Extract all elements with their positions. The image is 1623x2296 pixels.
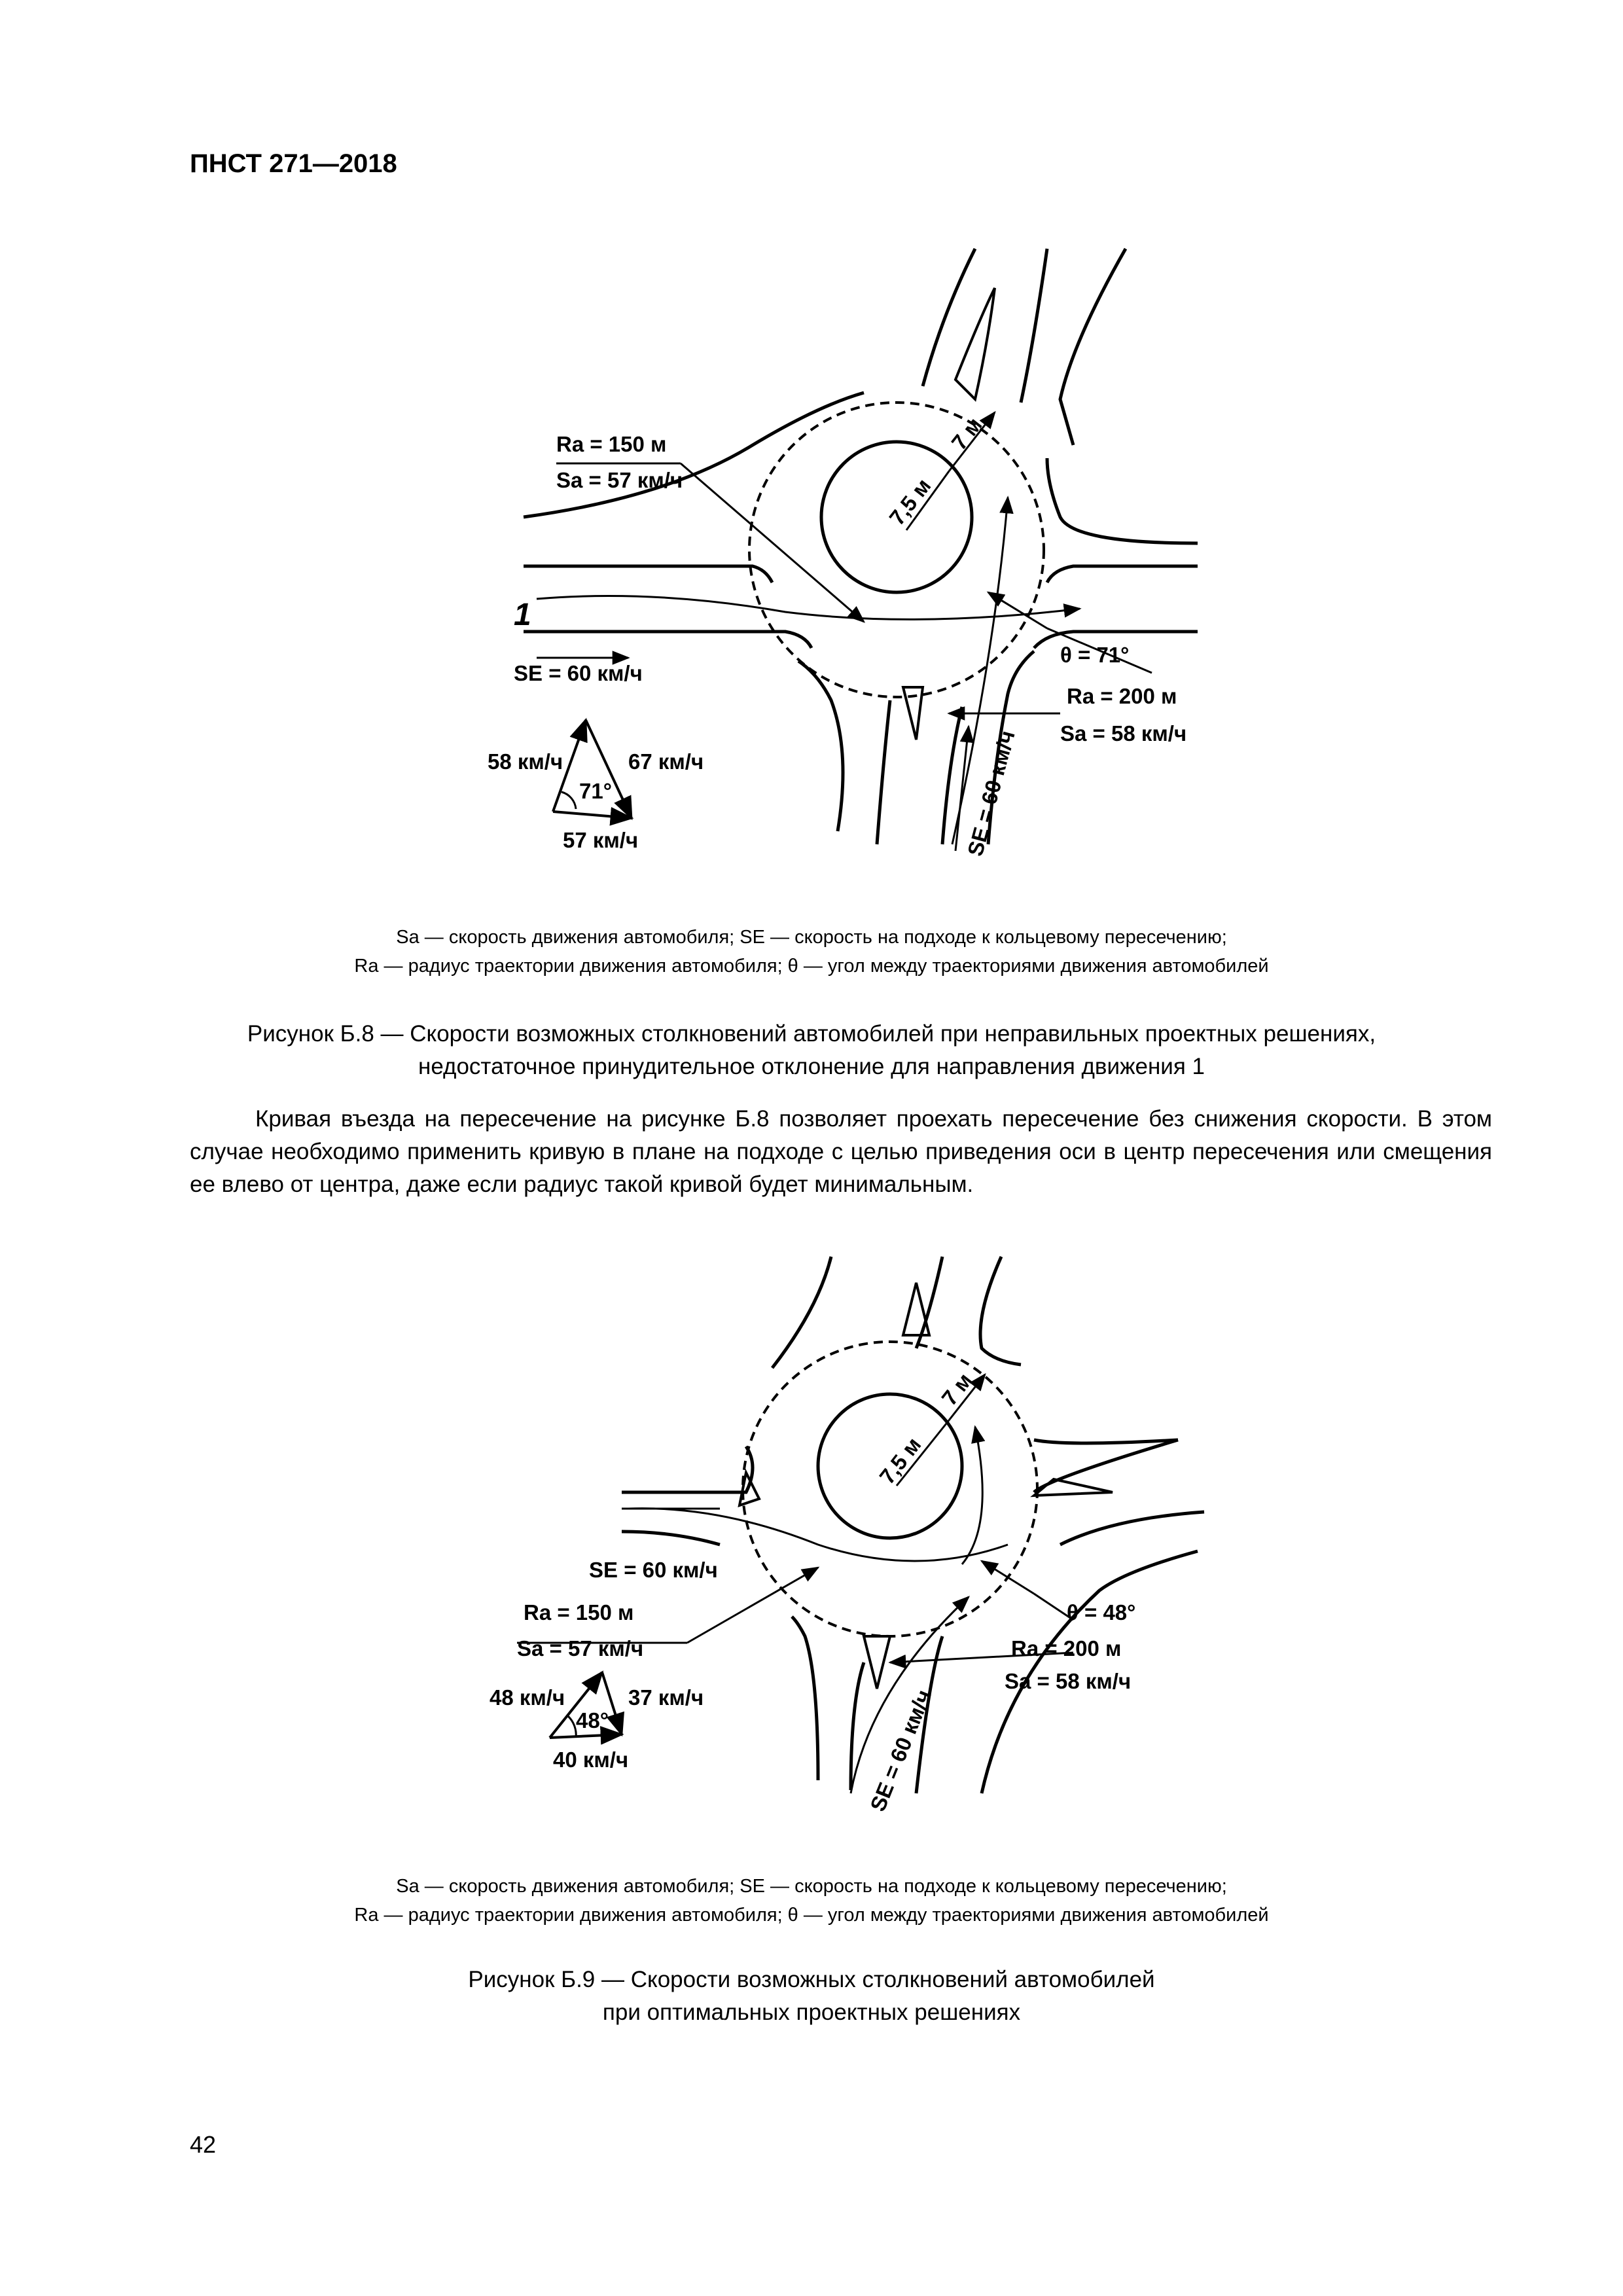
b8-legend-line1: Sa — скорость движения автомобиля; SE — скорость на подходе к кольцевому пересечению; xyxy=(396,927,1227,948)
b9-ra-left: Ra = 150 м xyxy=(524,1600,634,1624)
b8-ra-right: Ra = 200 м xyxy=(1067,684,1177,708)
b8-se-bottom: SE = 60 км/ч xyxy=(963,728,1020,859)
b9-legend-line1: Sa — скорость движения автомобиля; SE — скорость на подходе к кольцевому пересечению; xyxy=(396,1876,1227,1897)
b8-dim-7-5: 7,5 м xyxy=(884,473,936,530)
b8-theta: θ = 71° xyxy=(1060,643,1130,667)
b8-tri-right: 67 км/ч xyxy=(628,749,704,774)
b9-sa-left: Sa = 57 км/ч xyxy=(517,1636,644,1660)
b8-legend-line2: Ra — радиус траектории движения автомобиля; θ — угол между траекториями движения автомобилей xyxy=(354,956,1269,977)
b9-sa-right: Sa = 58 км/ч xyxy=(1005,1669,1132,1693)
b8-legend xyxy=(0,923,1623,980)
b9-tri-right: 37 км/ч xyxy=(628,1685,704,1710)
b9-theta: θ = 48° xyxy=(1067,1600,1136,1624)
b8-dim-7: 7 м xyxy=(946,412,987,455)
b8-se-left: SE = 60 км/ч xyxy=(514,661,643,685)
b8-tri-bottom: 57 км/ч xyxy=(563,828,639,852)
b9-tri-bottom: 40 км/ч xyxy=(553,1748,629,1772)
b8-sa-right: Sa = 58 км/ч xyxy=(1060,721,1187,745)
figure-b9-diagram xyxy=(0,1230,1623,1846)
b9-tri-left: 48 км/ч xyxy=(490,1685,565,1710)
b8-tri-angle: 71° xyxy=(579,779,612,803)
b8-caption xyxy=(0,1018,1623,1083)
document-header: ПНСТ 271—2018 xyxy=(190,149,397,178)
b9-caption xyxy=(0,1964,1623,2029)
b8-sa-left: Sa = 57 км/ч xyxy=(556,468,683,492)
b9-caption-line1: Рисунок Б.9 — Скорости возможных столкновений автомобилей xyxy=(468,1967,1155,1992)
b9-se-bottom: SE = 60 км/ч xyxy=(865,1686,936,1815)
b8-caption-line1: Рисунок Б.8 — Скорости возможных столкновений автомобилей при неправильных проектных решениях, xyxy=(247,1021,1376,1047)
b8-ra-left: Ra = 150 м xyxy=(556,432,667,456)
roundabout-outer-circle xyxy=(749,403,1044,697)
b8-tri-left: 58 км/ч xyxy=(488,749,563,774)
b9-legend-line2: Ra — радиус траектории движения автомобиля; θ — угол между траекториями движения автомобилей xyxy=(354,1905,1269,1926)
body-paragraph: Кривая въезда на пересечение на рисунке Б.8 позволяет проехать пересечение без снижения скорости. В этом случае необходимо применить кривую в плане на подходе с целью приведения оси в центр пересечения или смещения ее влево от центра, даже если радиус такой кривой будет минимальным. xyxy=(190,1106,1492,1197)
b9-legend xyxy=(0,1872,1623,1929)
b9-tri-angle: 48° xyxy=(576,1708,609,1732)
b9-caption-line2: при оптимальных проектных решениях xyxy=(602,2000,1021,2025)
b8-approach-number: 1 xyxy=(514,598,531,632)
b9-dim-7: 7 м xyxy=(936,1368,977,1410)
figure-b8-diagram xyxy=(0,236,1623,890)
b8-caption-line2: недостаточное принудительное отклонение для направления движения 1 xyxy=(418,1054,1205,1079)
b9-ra-right: Ra = 200 м xyxy=(1011,1636,1122,1660)
b9-se-left: SE = 60 км/ч xyxy=(589,1558,718,1582)
b9-roundabout-outer-circle xyxy=(743,1342,1037,1636)
page-number: 42 xyxy=(190,2131,217,2158)
b9-dim-7-5: 7,5 м xyxy=(874,1432,926,1489)
